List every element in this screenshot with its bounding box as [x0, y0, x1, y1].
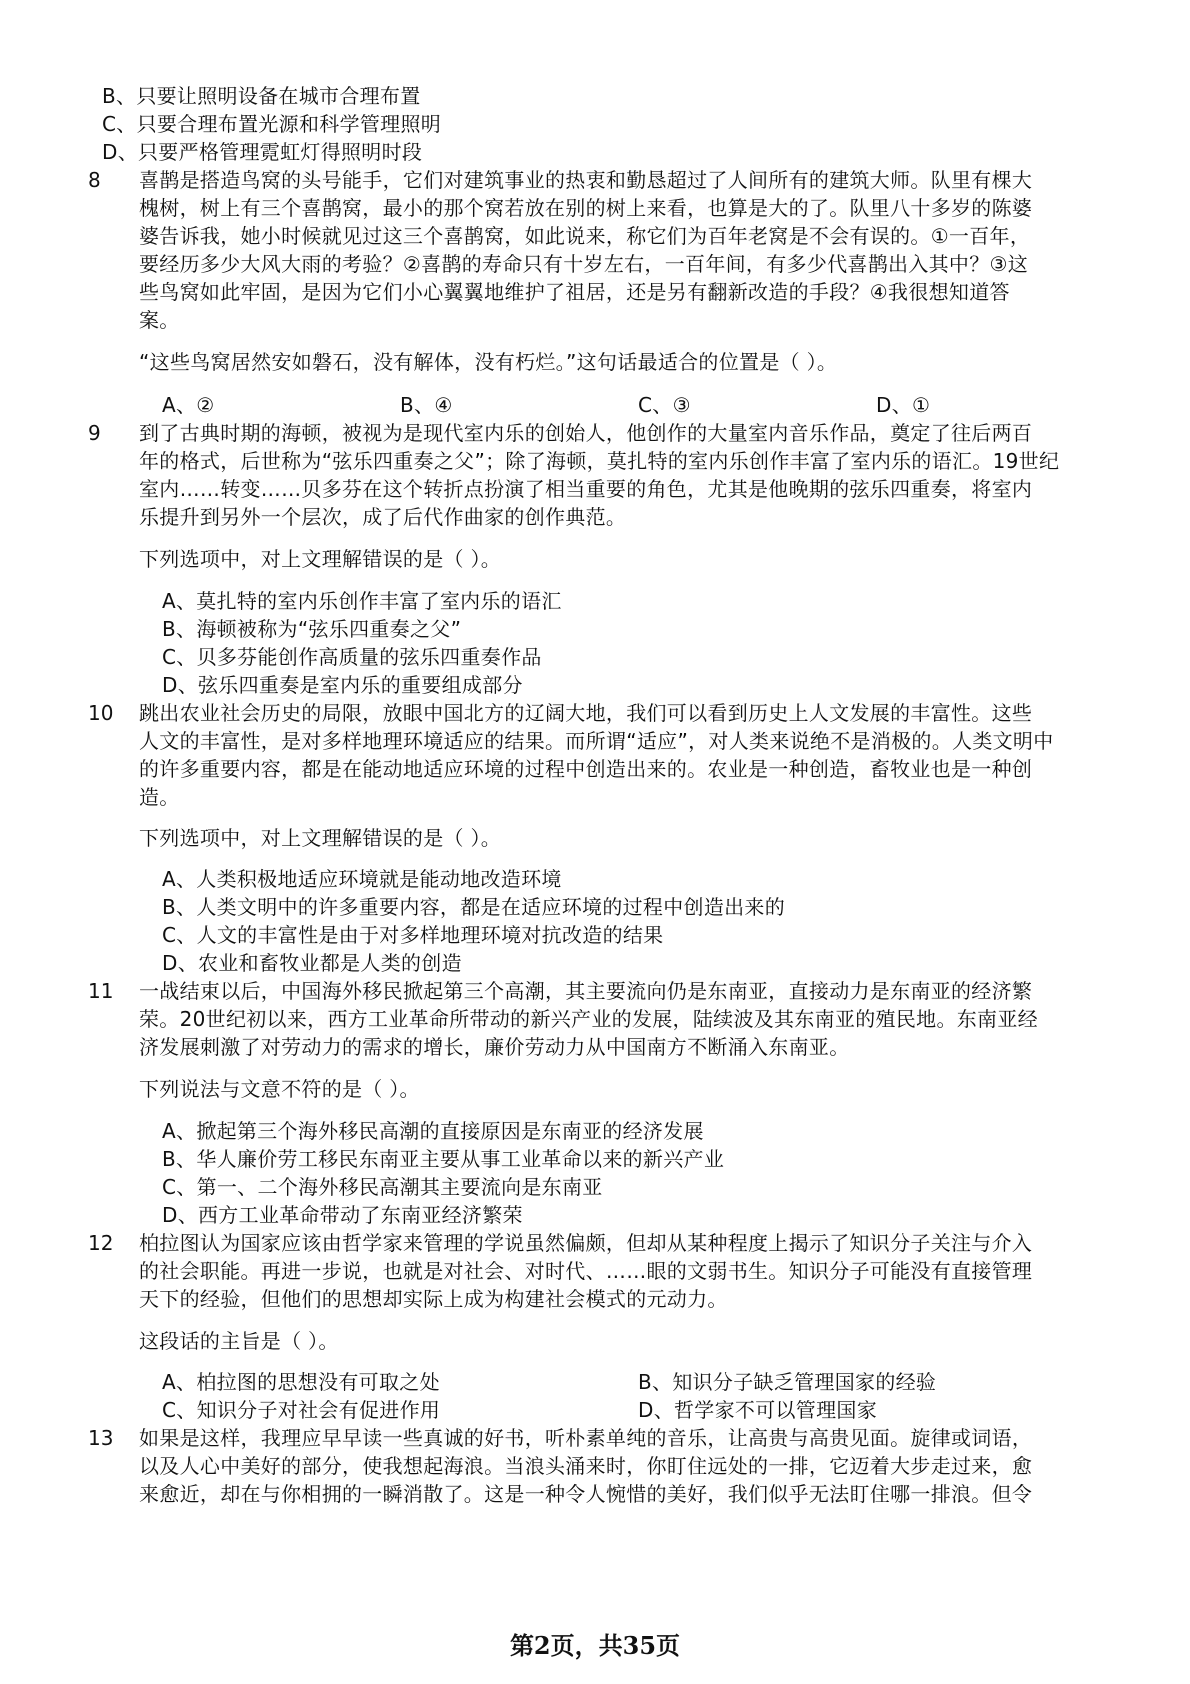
q8-number: 8 [88, 168, 101, 192]
q8-option-c: C、③ [638, 393, 691, 417]
q11-passage-line: 一战结束以后，中国海外移民掀起第三个高潮，其主要流向仍是东南亚，直接动力是东南亚的经济繁 [139, 979, 1033, 1003]
q12-option-a: A、柏拉图的思想没有可取之处 [162, 1370, 440, 1394]
q12-option-b: B、知识分子缺乏管理国家的经验 [638, 1370, 937, 1394]
q8-passage-line: 要经历多少大风大雨的考验？②喜鹊的寿命只有十岁左右，一百年间，有多少代喜鹊出入其中？③这 [139, 252, 1029, 276]
q8-option-b: B、④ [400, 393, 453, 417]
q12-question: 这段话的主旨是（ ）。 [139, 1329, 339, 1353]
q9-passage-line: 到了古典时期的海顿，被视为是现代室内乐的创始人，他创作的大量室内音乐作品，奠定了往后两百 [139, 421, 1033, 445]
q8-passage-line: 槐树，树上有三个喜鹊窝，最小的那个窝若放在别的树上来看，也算是大的了。队里八十多岁的陈婆 [139, 196, 1033, 220]
q10-option-b: B、人类文明中的许多重要内容，都是在适应环境的过程中创造出来的 [162, 895, 786, 919]
q10-option-a: A、人类积极地适应环境就是能动地改造环境 [162, 867, 562, 891]
q8-passage-line: 些鸟窝如此牢固，是因为它们小心翼翼地维护了祖居，还是另有翻新改造的手段？④我很想知道答 [139, 280, 1010, 304]
q9-option-c: C、贝多芬能创作高质量的弦乐四重奏作品 [162, 645, 542, 669]
q13-passage-line: 来愈近，却在与你相拥的一瞬消散了。这是一种令人惋惜的美好，我们似乎无法盯住哪一排浪。但令 [139, 1482, 1033, 1506]
q10-number: 10 [88, 701, 114, 725]
q9-number: 9 [88, 421, 101, 445]
q9-option-b: B、海顿被称为“弦乐四重奏之父” [162, 617, 462, 641]
q12-passage-line: 的社会职能。再进一步说，也就是对社会、对时代、……眼的文弱书生。知识分子可能没有直接管理 [139, 1259, 1033, 1283]
q9-passage-line: 年的格式，后世称为“弦乐四重奏之父”；除了海顿，莫扎特的室内乐创作丰富了室内乐的语汇。19世纪 [139, 449, 1060, 473]
q11-number: 11 [88, 979, 114, 1003]
q7-option-c: C、只要合理布置光源和科学管理照明 [102, 112, 442, 136]
q13-passage-line: 以及人心中美好的部分，使我想起海浪。当浪头涌来时，你盯住远处的一排，它迈着大步走过来，愈 [139, 1454, 1033, 1478]
q7-option-b: B、只要让照明设备在城市合理布置 [102, 84, 421, 108]
q12-option-c: C、知识分子对社会有促进作用 [162, 1398, 441, 1422]
q13-passage-line: 如果是这样，我理应早早读一些真诚的好书，听朴素单纯的音乐，让高贵与高贵见面。旋律或词语， [139, 1426, 1033, 1450]
q9-option-d: D、弦乐四重奏是室内乐的重要组成部分 [162, 673, 523, 697]
q10-option-c: C、人文的丰富性是由于对多样地理环境对抗改造的结果 [162, 923, 664, 947]
q8-option-d: D、① [876, 393, 931, 417]
q12-passage-line: 天下的经验，但他们的思想却实际上成为构建社会模式的元动力。 [139, 1287, 728, 1311]
q11-option-b: B、华人廉价劳工移民东南亚主要从事工业革命以来的新兴产业 [162, 1147, 725, 1171]
page-footer: 第2页，共35页 [509, 1631, 681, 1660]
q10-passage-line: 跳出农业社会历史的局限，放眼中国北方的辽阔大地，我们可以看到历史上人文发展的丰富性。这些 [139, 701, 1033, 725]
q8-passage-line: 案。 [139, 308, 180, 332]
q10-passage-line: 人文的丰富性，是对多样地理环境适应的结果。而所谓“适应”，对人类来说绝不是消极的。人类文明中 [139, 729, 1054, 753]
q8-option-a: A、② [162, 393, 215, 417]
q13-number: 13 [88, 1426, 114, 1450]
q11-question: 下列说法与文意不符的是（ ）。 [139, 1077, 420, 1101]
q10-passage-line: 造。 [139, 785, 180, 809]
q7-option-d: D、只要严格管理霓虹灯得照明时段 [102, 140, 423, 164]
q12-passage-line: 柏拉图认为国家应该由哲学家来管理的学说虽然偏颇，但却从某种程度上揭示了知识分子关注与介入 [139, 1231, 1033, 1255]
q8-question: “这些鸟窝居然安如磐石，没有解体，没有朽烂。”这句话最适合的位置是（ ）。 [139, 350, 838, 374]
q12-option-d: D、哲学家不可以管理国家 [638, 1398, 878, 1422]
q9-passage-line: 乐提升到另外一个层次，成了后代作曲家的创作典范。 [139, 505, 627, 529]
q11-option-c: C、第一、二个海外移民高潮其主要流向是东南亚 [162, 1175, 603, 1199]
q11-passage-line: 荣。20世纪初以来，西方工业革命所带动的新兴产业的发展，陆续波及其东南亚的殖民地。东南亚经 [139, 1007, 1038, 1031]
q11-passage-line: 济发展刺激了对劳动力的需求的增长，廉价劳动力从中国南方不断涌入东南亚。 [139, 1035, 850, 1059]
q10-option-d: D、农业和畜牧业都是人类的创造 [162, 951, 462, 975]
q9-option-a: A、莫扎特的室内乐创作丰富了室内乐的语汇 [162, 589, 562, 613]
q9-question: 下列选项中，对上文理解错误的是（ ）。 [139, 547, 502, 571]
q8-passage-line: 喜鹊是搭造鸟窝的头号能手，它们对建筑事业的热衷和勤恳超过了人间所有的建筑大师。队里有棵大 [139, 168, 1033, 192]
q11-option-a: A、掀起第三个海外移民高潮的直接原因是东南亚的经济发展 [162, 1119, 704, 1143]
q10-passage-line: 的许多重要内容，都是在能动地适应环境的过程中创造出来的。农业是一种创造，畜牧业也是一种创 [139, 757, 1033, 781]
q9-passage-line: 室内……转变……贝多芬在这个转折点扮演了相当重要的角色，尤其是他晚期的弦乐四重奏，将室内 [139, 477, 1033, 501]
q12-number: 12 [88, 1231, 114, 1255]
q8-passage-line: 婆告诉我，她小时候就见过这三个喜鹊窝，如此说来，称它们为百年老窝是不会有误的。①一百年， [139, 224, 1031, 248]
q10-question: 下列选项中，对上文理解错误的是（ ）。 [139, 826, 502, 850]
q11-option-d: D、西方工业革命带动了东南亚经济繁荣 [162, 1203, 523, 1227]
